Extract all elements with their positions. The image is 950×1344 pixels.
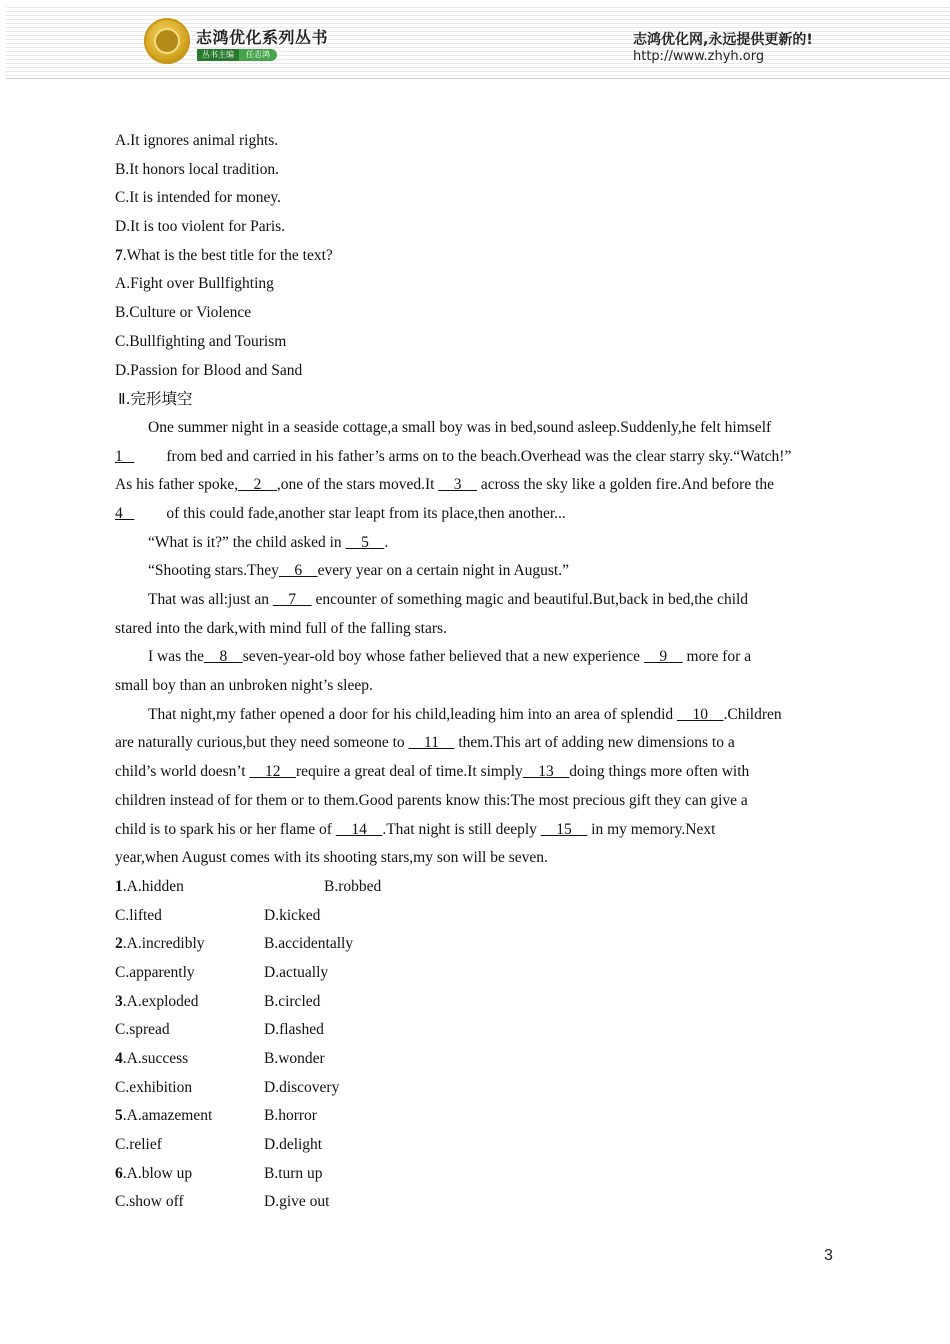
choice-1-c: C.lifted [115, 906, 162, 924]
blank-3: 3 [438, 476, 478, 494]
passage-line: That was all:just an 7 encounter of something magic and beautiful.But,back in bed,the child [148, 591, 749, 608]
choice-row [115, 1016, 840, 1045]
choice-3-d: D.flashed [264, 1021, 324, 1039]
choice-row: 1.A.hidden B.robbed [115, 873, 840, 902]
blank-6: 6 [278, 562, 318, 580]
passage-line: 4 of this could fade,another star leapt from its place,then another... [115, 504, 566, 522]
editor-name: 任志鸿 [239, 49, 277, 61]
blank-2: 2 [238, 476, 277, 494]
passage-line: “What is it?” the child asked in 5 . [148, 533, 389, 551]
choice-row [115, 959, 840, 988]
choice-row: 4.A.success B.wonder [115, 1045, 840, 1074]
q7-option-d: D.Passion for Blood and Sand [115, 361, 303, 379]
passage-line: “Shooting stars.They 6 every year on a certain night in August.” [148, 562, 569, 580]
choice-2-b: B.accidentally [264, 935, 354, 953]
choice-4-d: D.discovery [264, 1078, 340, 1096]
choice-2-c: C.apparently [115, 963, 195, 981]
header-slogan: 志鸿优化网,永远提供更新的! [633, 32, 813, 48]
choice-row [115, 1131, 840, 1160]
passage-line: are naturally curious,but they need someone to 11 them.This art of adding new dimensions to a [115, 734, 735, 752]
choice-6-a: .A.blow up [122, 1164, 193, 1182]
page-number: 3 [824, 1247, 833, 1264]
blank-9: 9 [643, 648, 683, 666]
blank-10: 10 [677, 705, 724, 723]
passage-line: One summer night in a seaside cottage,a small boy was in bed,sound asleep.Suddenly,he felt himself [148, 418, 772, 436]
choice-2-a: .A.incredibly [122, 935, 205, 953]
passage-line: 1 from bed and carried in his father’s arms on to the beach.Overhead was the clear starry sky.“Watch!” [115, 447, 792, 465]
choice-1-d: D.kicked [264, 906, 321, 924]
choice-row [115, 1188, 840, 1217]
passage-line: That night,my father opened a door for his child,leading him into an area of splendid 10 .Children [148, 705, 782, 723]
passage-line: small boy than an unbroken night’s sleep. [115, 677, 373, 695]
header-divider [6, 78, 950, 79]
passage-line: As his father spoke, 2 ,one of the stars moved.It 3 across the sky like a golden fire.And before the [115, 476, 775, 494]
section-heading: Ⅱ.完形填空 [118, 390, 193, 409]
q6-option-b: B.It honors local tradition. [115, 160, 280, 178]
choice-row [115, 902, 840, 931]
choice-3-b: B.circled [264, 992, 321, 1010]
blank-4: 4 [115, 504, 135, 522]
logo-emblem-icon [154, 28, 180, 54]
choice-6-d: D.give out [264, 1193, 330, 1211]
choice-4-b: B.wonder [264, 1050, 325, 1067]
q6-option-a: A.It ignores animal rights. [115, 132, 279, 149]
q7-option-c: C.Bullfighting and Tourism [115, 332, 287, 350]
passage-line: child is to spark his or her flame of 14 .That night is still deeply 15 in my memory.Next [115, 820, 716, 838]
series-logo [144, 18, 190, 64]
passage-line: year,when August comes with its shooting stars,my son will be seven. [115, 849, 548, 867]
passage-line: I was the 8 seven-year-old boy whose father believed that a new experience 9 more for a [148, 648, 752, 666]
choice-row: 6.A.blow up B.turn up [115, 1160, 840, 1189]
choice-row: 5.A.amazement B.horror [115, 1102, 840, 1131]
blank-11: 11 [408, 734, 455, 752]
choice-2-d: D.actually [264, 963, 329, 981]
q7-stem [115, 242, 840, 271]
choice-row [115, 1074, 840, 1103]
q6-option-c: C.It is intended for money. [115, 189, 282, 207]
choice-row: 3.A.exploded B.circled [115, 988, 840, 1017]
q7-option-b: B.Culture or Violence [115, 304, 252, 322]
choice-1-a: .A.hidden [122, 877, 184, 895]
passage-line: stared into the dark,with mind full of the falling stars. [115, 619, 447, 637]
choice-1-b: B.robbed [324, 877, 382, 895]
blank-7: 7 [272, 591, 312, 608]
blank-5: 5 [345, 533, 385, 551]
choice-4-a: .A.success [122, 1050, 189, 1067]
blank-14: 14 [335, 820, 383, 838]
choice-row: 2.A.incredibly B.accidentally [115, 930, 840, 959]
editor-badge [197, 49, 277, 61]
choice-3-c: C.spread [115, 1021, 170, 1039]
q7-option-a: A.Fight over Bullfighting [115, 275, 274, 293]
q7-stem-text: .What is the best title for the text? [122, 246, 333, 264]
blank-8: 8 [203, 648, 243, 666]
passage-line: child’s world doesn’t 12 require a great deal of time.It simply 13 doing things more often with [115, 763, 750, 781]
choice-5-b: B.horror [264, 1107, 317, 1125]
passage-line: children instead of for them or to them.Good parents know this:The most precious gift they can give a [115, 791, 748, 809]
header-url: http://www.zhyh.org [633, 49, 765, 64]
choice-4-c: C.exhibition [115, 1078, 193, 1096]
q6-option-d: D.It is too violent for Paris. [115, 218, 286, 236]
q7-number: 7 [115, 246, 123, 264]
choice-6-c: C.show off [115, 1193, 184, 1211]
blank-12: 12 [249, 763, 296, 781]
choice-5-a: .A.amazement [122, 1107, 213, 1125]
choice-5-d: D.delight [264, 1136, 323, 1154]
editor-label: 丛书主编 [197, 49, 239, 61]
choice-3-a: .A.exploded [122, 992, 199, 1010]
blank-1: 1 [115, 447, 135, 465]
blank-15: 15 [540, 820, 588, 838]
choice-5-c: C.relief [115, 1136, 162, 1154]
choice-6-b: B.turn up [264, 1164, 323, 1182]
series-title: 志鸿优化系列丛书 [196, 28, 329, 47]
document-body [115, 127, 840, 1217]
blank-13: 13 [522, 763, 570, 781]
